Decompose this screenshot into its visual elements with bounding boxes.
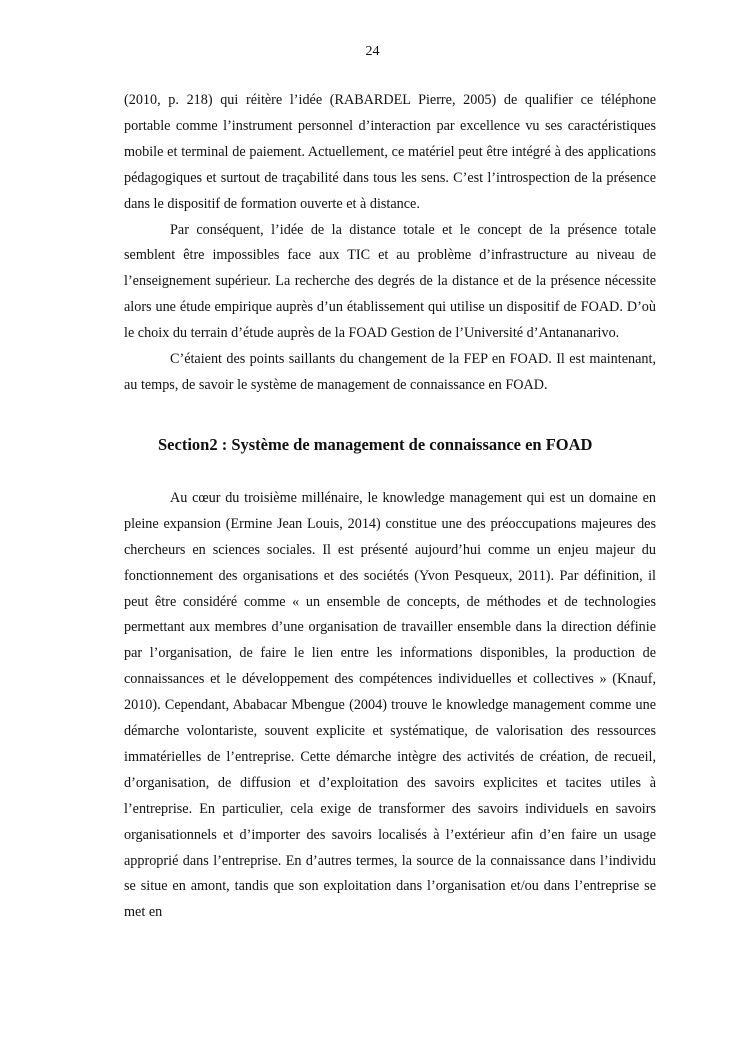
paragraph-distance-presence: Par conséquent, l’idée de la distance totale et le concept de la présence totale semblent être impossibles face aux TIC et au problème d’infrastructure au niveau de l’enseignement supérieur. La recherche des degrés de la distance et de la présence nécessite alors une étude empirique auprès d’un établissement qui utilise un dispositif de FOAD. D’où le choix du terrain d’étude auprès de la FOAD Gestion de l’Université d’Antananarivo. [124, 221, 656, 342]
page-body [124, 88, 656, 926]
paragraph-continuation: (2010, p. 218) qui réitère l’idée (RABARDEL Pierre, 2005) de qualifier ce téléphone portable comme l’instrument personnel d’interaction par excellence vu ses caractéristiques mobile et terminal de paiement. Actuellement, ce matériel peut être intégré à des applications pédagogiques et surtout de traçabilité dans tous les sens. C’est l’introspection de la présence dans le dispositif de formation ouverte et à distance. [124, 92, 656, 212]
paragraph-transition: C’étaient des points saillants du changement de la FEP en FOAD. Il est maintenant, au temps, de savoir le système de management de connaissance en FOAD. [124, 351, 656, 393]
page-number: 24 [365, 44, 380, 59]
section-heading: Section2 : Système de management de connaissance en FOAD [158, 434, 593, 454]
paragraph-knowledge-management: Au cœur du troisième millénaire, le knowledge management qui est un domaine en pleine expansion (Ermine Jean Louis, 2014) constitue une des préoccupations majeures des chercheurs en sciences sociales. Il est présenté aujourd’hui comme un enjeu majeur du fonctionnement des organisations et des sociétés (Yvon Pesqueux, 2011). Par définition, il peut être considéré comme « un ensemble de concepts, de méthodes et de technologies permettant aux membres d’une organisation de travailler ensemble dans la direction définie par l’organisation, de faire le lien entre les informations disponibles, la production de connaissances et le développement des compétences individuelles et collectives » (Knauf, 2010). Cependant, Ababacar Mbengue (2004) trouve le knowledge management comme une démarche volontariste, souvent explicite et systématique, de valorisation des ressources immatérielles de l’entreprise. Cette démarche intègre des activités de création, de recueil, d’organisation, de diffusion et d’exploitation des savoirs explicites et tacites utiles à l’entreprise. En particulier, cela exige de transformer des savoirs individuels en savoirs organisationnels et d’importer des savoirs localisés à l’extérieur afin d’en faire un usage approprié dans l’entreprise. En d’autres termes, la source de la connaissance dans l’individu se situe en amont, tandis que son exploitation dans l’organisation et/ou dans l’entreprise se met en [124, 489, 656, 921]
